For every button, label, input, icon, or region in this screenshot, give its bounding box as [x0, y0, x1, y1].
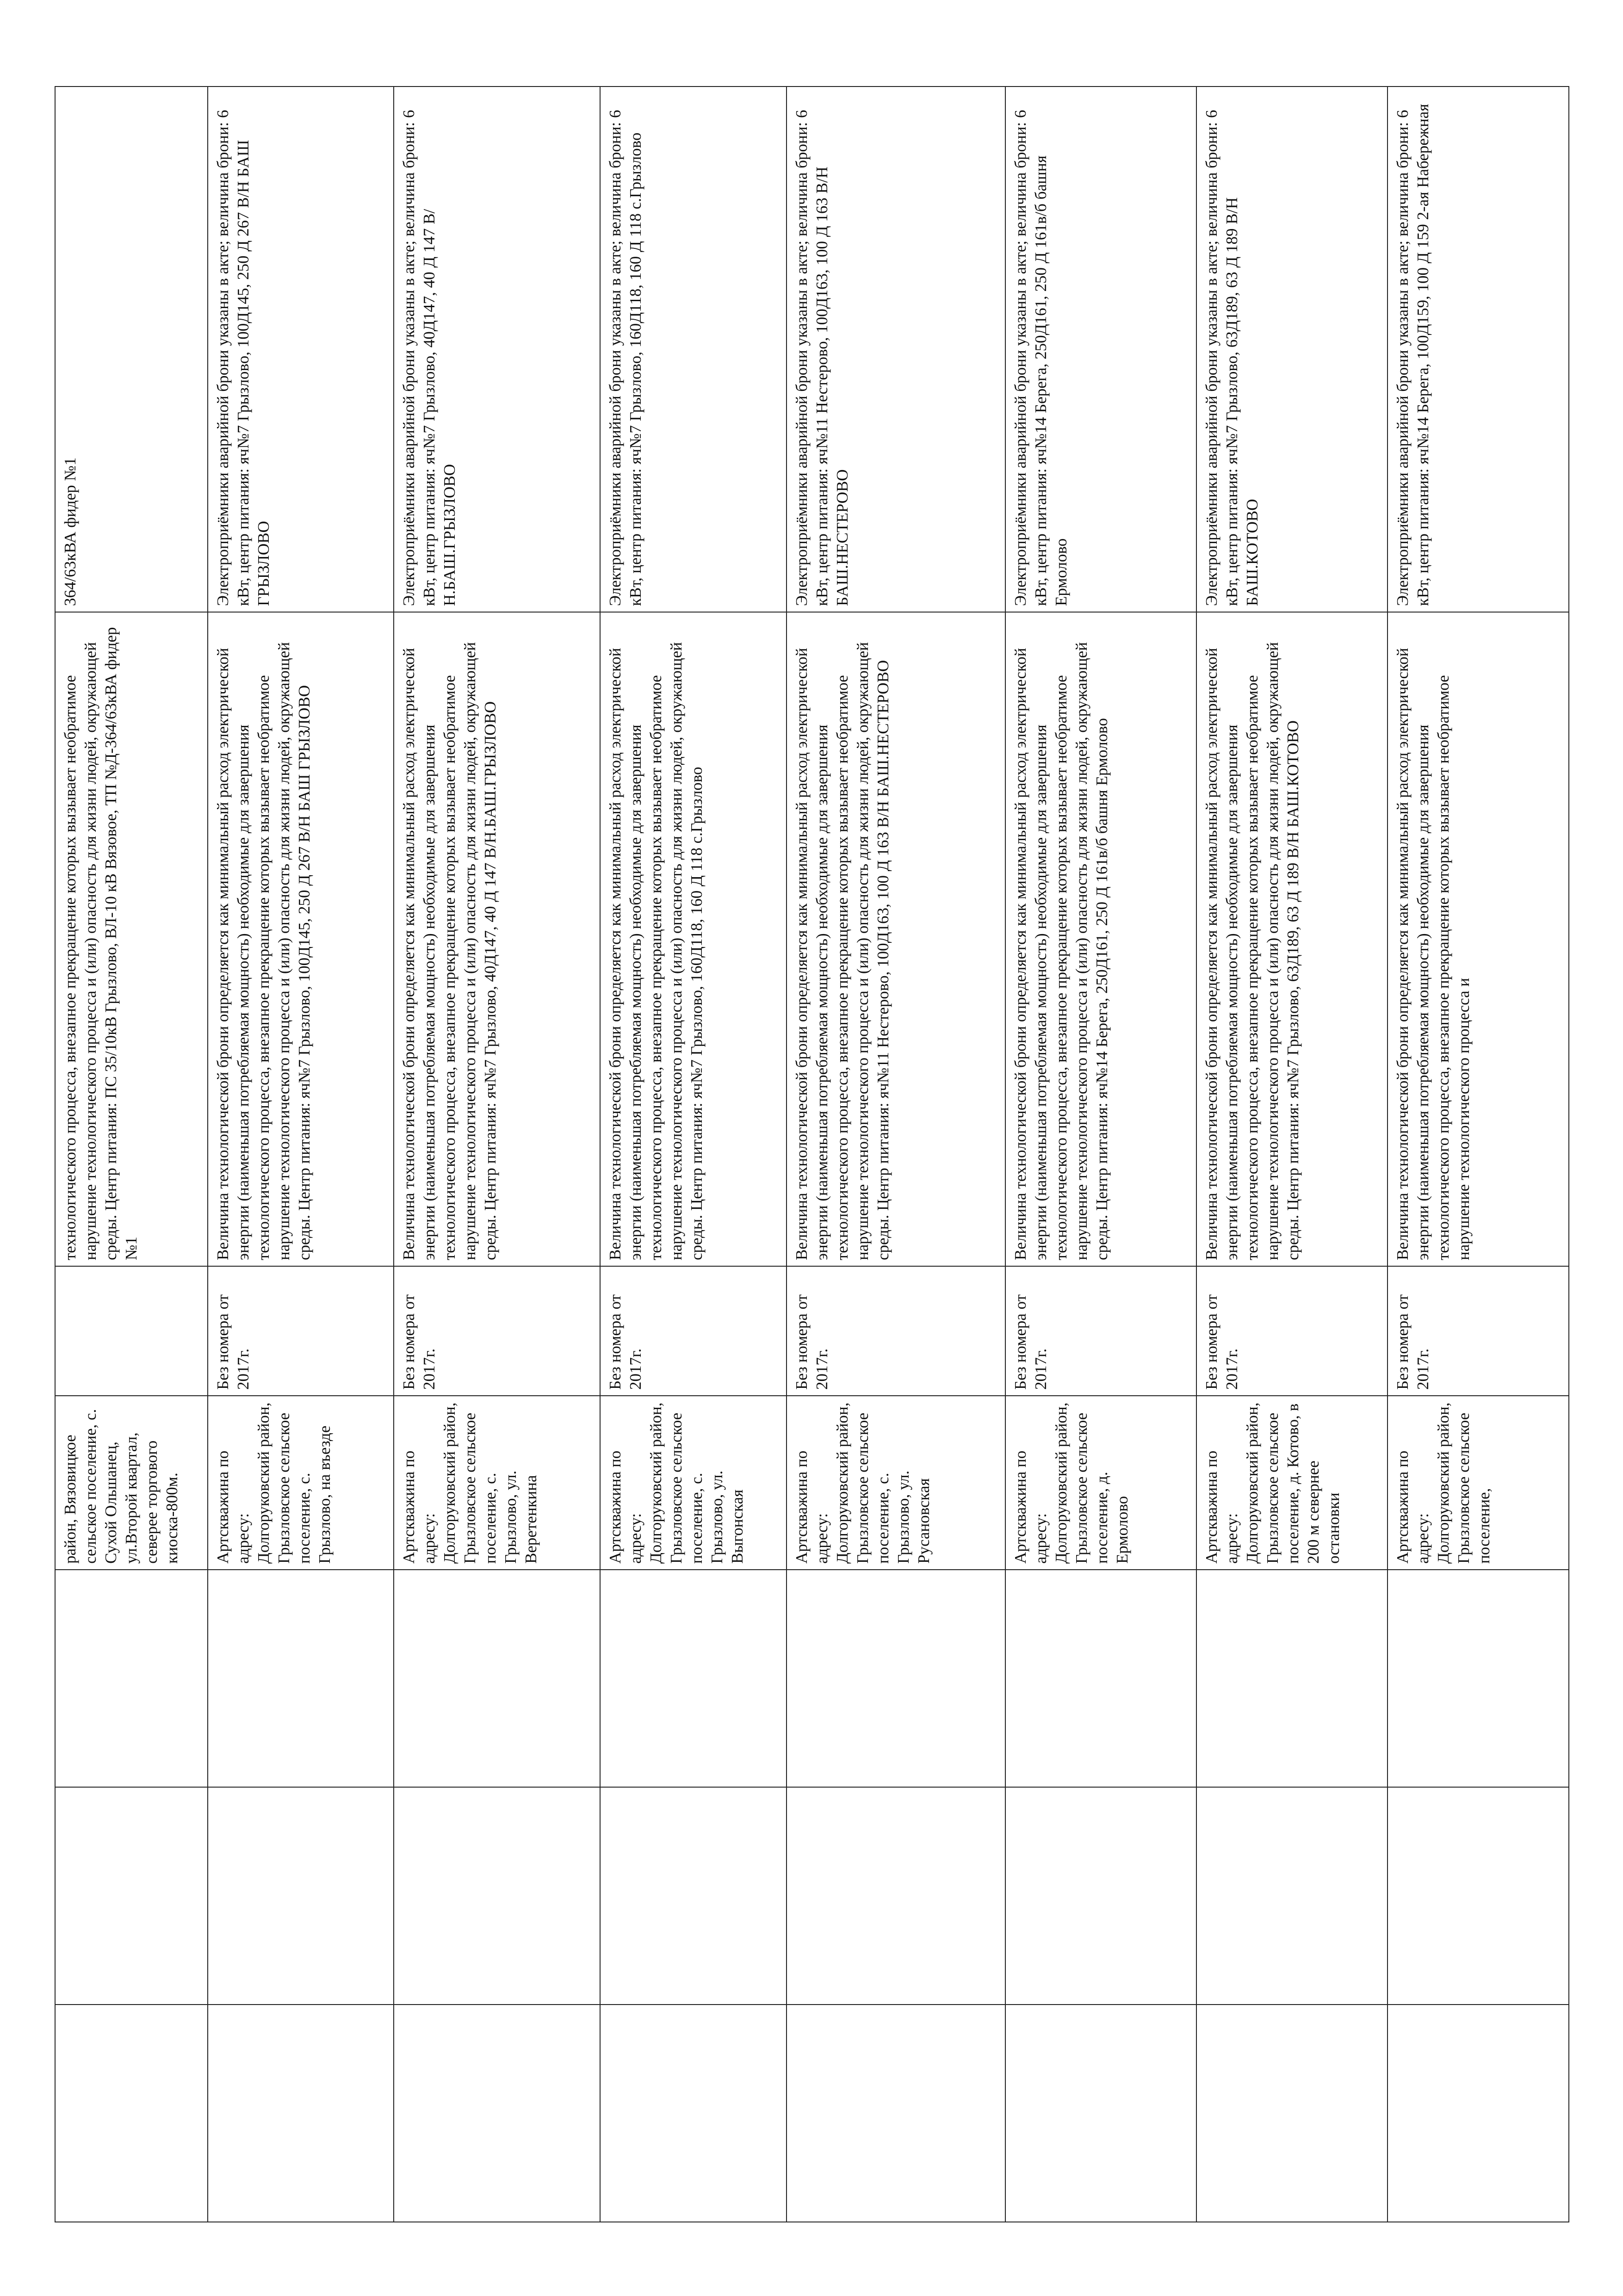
act-cell: Без номера от 2017г.: [1196, 1266, 1388, 1396]
act-cell: Без номера от 2017г.: [600, 1266, 787, 1396]
object-cell: Артскважина по адресу: Долгоруковский район, Грызловское сельское поселение, с. Грызлово, ул. Выгонская: [600, 1396, 787, 1570]
empty-cell-b: [787, 1787, 1005, 2005]
tech-bron-cell: Величина технологической брони определяется как минимальный расход электрической энергии (наименьшая потребляемая мощность) необходимые для завершения технологического процесса, внезапное прекращение которых вызывает необратимое нарушение технологического процесса и (или) опасность для жизни людей, окружающей среды. Центр питания: яч№7 Грызлово, 160Д118, 160 Д 118 с.Грызлово: [600, 612, 787, 1266]
empty-cell-c: [394, 1570, 600, 1787]
rotated-page: [55, 87, 1568, 2222]
empty-cell-a: [1196, 2005, 1388, 2222]
tech-bron-cell: Величина технологической брони определяется как минимальный расход электрической энергии (наименьшая потребляемая мощность) необходимые для завершения технологического процесса, внезапное прекращение которых вызывает необратимое нарушение технологического процесса и (или) опасность для жизни людей, окружающей среды. Центр питания: яч№7 Грызлово, 40Д147, 40 Д 147 В/Н.БАШ.ГРЫЗЛОВО: [394, 612, 600, 1266]
object-cell: Артскважина по адресу: Долгоруковский район, Грызловское сельское поселение, с. Грызлово, ул. Русановская: [787, 1396, 1005, 1570]
tech-bron-cell: Величина технологической брони определяется как минимальный расход электрической энергии (наименьшая потребляемая мощность) необходимые для завершения технологического процесса, внезапное прекращение которых вызывает необратимое нарушение технологического процесса и (или) опасность для жизни людей, окружающей среды. Центр питания: яч№11 Нестерово, 100Д163, 100 Д 163 В/Н БАШ.НЕСТЕРОВО: [787, 612, 1005, 1266]
act-cell: Без номера от 2017г.: [1388, 1266, 1569, 1396]
avar-bron-cell: Электроприёмники аварийной брони указаны в акте; величина брони: 6 кВт, центр питания: яч№7 Грызлово, 63Д189, 63 Д 189 В/Н БАШ.КОТОВО: [1196, 87, 1388, 612]
empty-cell-b: [208, 1787, 394, 2005]
table-row: [1196, 87, 1388, 2222]
avar-bron-cell: Электроприёмники аварийной брони указаны в акте; величина брони: 6 кВт, центр питания: яч№7 Грызлово, 40Д147, 40 Д 147 В/Н.БАШ.ГРЫЗЛОВО: [394, 87, 600, 612]
object-cell: Артскважина по адресу: Долгоруковский район, Грызловское сельское поселение, с. Грызлово, ул. Веретенкина: [394, 1396, 600, 1570]
empty-cell-b: [55, 1787, 208, 2005]
act-cell: [55, 1266, 208, 1396]
avar-bron-cell: 364/63кВА фидер №1: [55, 87, 208, 612]
empty-cell-c: [208, 1570, 394, 1787]
table-row: [1005, 87, 1196, 2222]
table-row: [1388, 87, 1569, 2222]
empty-cell-a: [55, 2005, 208, 2222]
tech-bron-cell: Величина технологической брони определяется как минимальный расход электрической энергии (наименьшая потребляемая мощность) необходимые для завершения технологического процесса, внезапное прекращение которых вызывает необратимое нарушение технологического процесса и (или) опасность для жизни людей, окружающей среды. Центр питания: яч№7 Грызлово, 63Д189, 63 Д 189 В/Н БАШ.КОТОВО: [1196, 612, 1388, 1266]
empty-cell-c: [1005, 1570, 1196, 1787]
empty-cell-b: [1005, 1787, 1196, 2005]
empty-cell-c: [1196, 1570, 1388, 1787]
empty-cell-c: [600, 1570, 787, 1787]
avar-bron-cell: Электроприёмники аварийной брони указаны в акте; величина брони: 6 кВт, центр питания: яч№7 Грызлово, 100Д145, 250 Д 267 В/Н БАШ ГРЫЗЛОВО: [208, 87, 394, 612]
act-cell: Без номера от 2017г.: [787, 1266, 1005, 1396]
tech-bron-cell: Величина технологической брони определяется как минимальный расход электрической энергии (наименьшая потребляемая мощность) необходимые для завершения технологического процесса, внезапное прекращение которых вызывает необратимое нарушение технологического процесса и (или) опасность для жизни людей, окружающей среды. Центр питания: яч№7 Грызлово, 100Д145, 250 Д 267 В/Н БАШ ГРЫЗЛОВО: [208, 612, 394, 1266]
empty-cell-a: [208, 2005, 394, 2222]
act-cell: Без номера от 2017г.: [394, 1266, 600, 1396]
avar-bron-cell: Электроприёмники аварийной брони указаны в акте; величина брони: 6 кВт, центр питания: яч№11 Нестерово, 100Д163, 100 Д 163 В/Н БАШ.НЕСТЕРОВО: [787, 87, 1005, 612]
table-row: [55, 87, 208, 2222]
avar-bron-cell: Электроприёмники аварийной брони указаны в акте; величина брони: 6 кВт, центр питания: яч№14 Берега, 100Д159, 100 Д 159 2-ая Набережная: [1388, 87, 1569, 612]
table-row: [394, 87, 600, 2222]
tech-bron-cell: технологического процесса, внезапное прекращение которых вызывает необратимое нарушение технологического процесса и (или) опасность для жизни людей, окружающей среды. Центр питания: ПС 35/10кВ Грызлово, ВЛ-10 кВ Вязовое, ТП №Д-364/63кВА фидер №1: [55, 612, 208, 1266]
empty-cell-a: [600, 2005, 787, 2222]
object-cell: Артскважина по адресу: Долгоруковский район, Грызловское сельское поселение, д. Котово, в 200 м севернее остановки: [1196, 1396, 1388, 1570]
empty-cell-c: [787, 1570, 1005, 1787]
empty-cell-a: [787, 2005, 1005, 2222]
table-row: [600, 87, 787, 2222]
empty-cell-b: [1196, 1787, 1388, 2005]
empty-cell-c: [1388, 1570, 1569, 1787]
act-cell: Без номера от 2017г.: [208, 1266, 394, 1396]
object-cell: Артскважина по адресу: Долгоруковский район, Грызловское сельское поселение, д. Ермолово: [1005, 1396, 1196, 1570]
empty-cell-a: [394, 2005, 600, 2222]
empty-cell-b: [394, 1787, 600, 2005]
consumers-table: [55, 86, 1569, 2222]
object-cell: Артскважина по адресу: Долгоруковский район, Грызловское сельское поселение, с. Грызлово, на въезде: [208, 1396, 394, 1570]
avar-bron-cell: Электроприёмники аварийной брони указаны в акте; величина брони: 6 кВт, центр питания: яч№7 Грызлово, 160Д118, 160 Д 118 с.Грызлово: [600, 87, 787, 612]
avar-bron-cell: Электроприёмники аварийной брони указаны в акте; величина брони: 6 кВт, центр питания: яч№14 Берега, 250Д161, 250 Д 161в/б башня Ермолово: [1005, 87, 1196, 612]
table-row: [208, 87, 394, 2222]
empty-cell-b: [600, 1787, 787, 2005]
tech-bron-cell: Величина технологической брони определяется как минимальный расход электрической энергии (наименьшая потребляемая мощность) необходимые для завершения технологического процесса, внезапное прекращение которых вызывает необратимое нарушение технологического процесса и (или) опасность для жизни людей, окружающей среды. Центр питания: яч№14 Берега, 250Д161, 250 Д 161в/б башня Ермолово: [1005, 612, 1196, 1266]
object-cell: район, Вязовицкое сельское поселение, с. Сухой Ольшанец, ул.Второй квартал, северее торгового киоска-800м.: [55, 1396, 208, 1570]
table-row: [787, 87, 1005, 2222]
tech-bron-cell: Величина технологической брони определяется как минимальный расход электрической энергии (наименьшая потребляемая мощность) необходимые для завершения технологического процесса, внезапное прекращение которых вызывает необратимое нарушение технологического процесса и: [1388, 612, 1569, 1266]
empty-cell-c: [55, 1570, 208, 1787]
act-cell: Без номера от 2017г.: [1005, 1266, 1196, 1396]
empty-cell-a: [1005, 2005, 1196, 2222]
object-cell: Артскважина по адресу: Долгоруковский район, Грызловское сельское поселение,: [1388, 1396, 1569, 1570]
empty-cell-b: [1388, 1787, 1569, 2005]
empty-cell-a: [1388, 2005, 1569, 2222]
